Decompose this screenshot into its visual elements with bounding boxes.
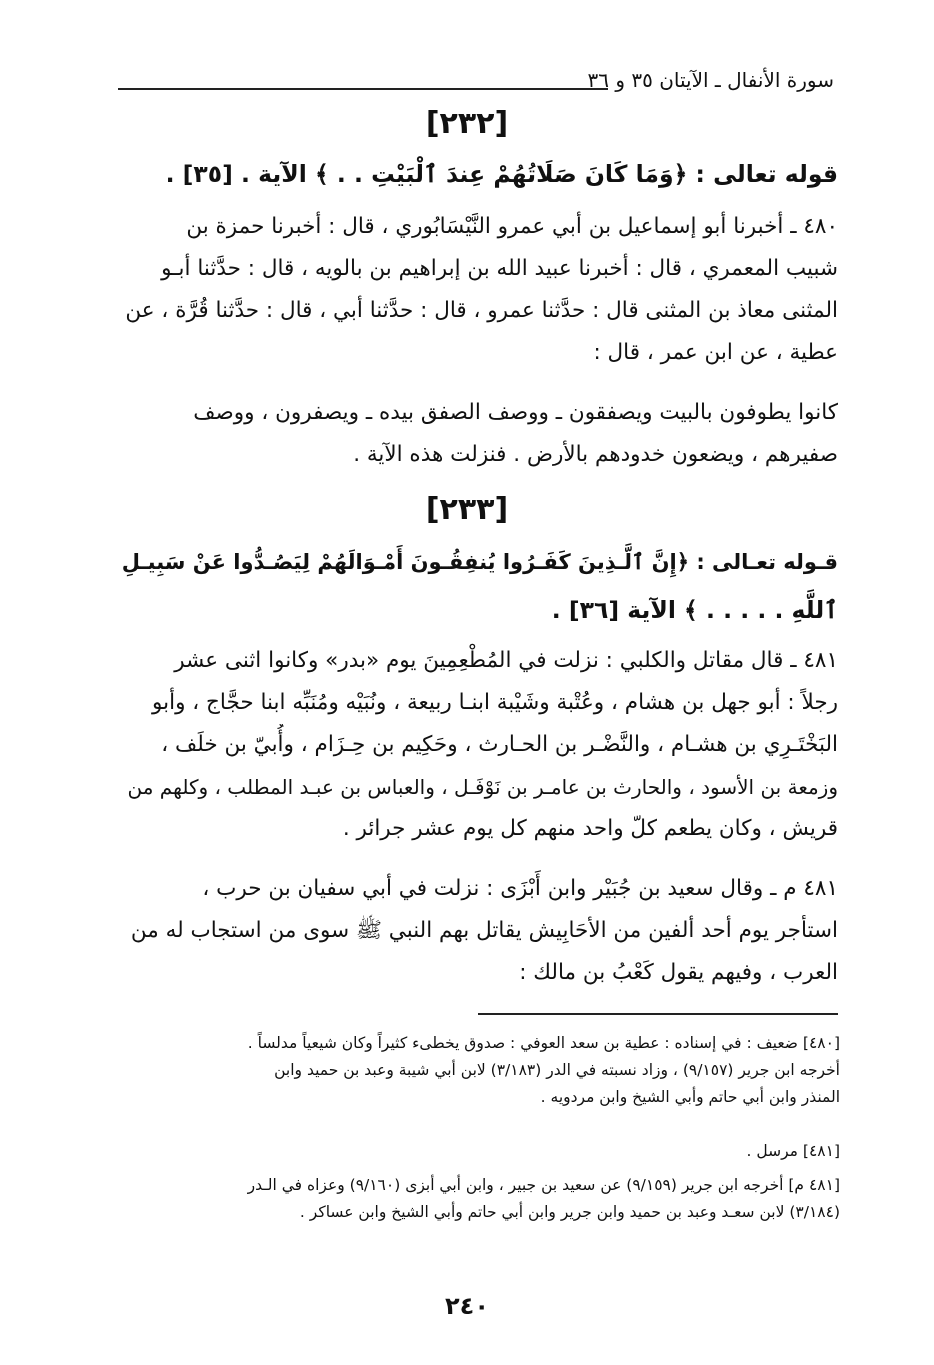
- footnote-line: المنذر وابن أبي حاتم وأبي الشيخ وابن مردويه .: [540, 1088, 840, 1106]
- footnote-line: أخرجه ابن جرير (٩/١٥٧) ، وزاد نسبته في الدر (٣/١٨٣) لابن أبي شيبة وعبد بن حميد وابن: [274, 1061, 840, 1079]
- narration-line: ٤٨١ م ـ وقال سعيد بن جُبَيْر وابن أَبْزَى : نزلت في أبي سفيان بن حرب ،: [202, 876, 838, 901]
- narration-481m: [122, 868, 838, 994]
- narration-line: كانوا يطوفون بالبيت ويصفقون ـ ووصف الصفق بيده ـ ويصفرون ، ووصف: [193, 400, 838, 425]
- narration-line: ٤٨١ ـ قال مقاتل والكلبي : نزلت في المُطْعِمِينَ يوم «بدر» وكانوا اثنى عشر: [174, 648, 838, 673]
- narration-481: [122, 640, 838, 850]
- section-heading-233: [٢٣٣]: [425, 492, 509, 527]
- surah-header-title: سورة الأنفال ـ الآيتان ٣٥ و ٣٦: [587, 68, 834, 92]
- verse-quote-35: [122, 150, 838, 198]
- narration-line: العرب ، وفيهم يقول كَعْبُ بن مالك :: [519, 960, 838, 985]
- footnote-line: [٤٨١] مرسل .: [746, 1142, 840, 1160]
- narration-line: عطية ، عن ابن عمر ، قال :: [593, 340, 838, 365]
- verse-quote-36: [122, 538, 838, 634]
- section-heading-232: [٢٣٢]: [425, 106, 509, 141]
- narration-line: استأجر يوم أحد ألفين من الأحَابِيش يقاتل بهم النبي ﷺ سوى من استجاب له من: [130, 918, 838, 943]
- header-rule: [118, 88, 608, 90]
- footnote-rule: [478, 1013, 838, 1015]
- footnote-481: [122, 1138, 840, 1165]
- footnote-line: [٤٨٠] ضعيف : في إسناده : عطية بن سعد العوفي : صدوق يخطىء كثيراً وكان شيعياً مدلساً .: [247, 1034, 840, 1052]
- footnote-line: (٣/١٨٤) لابن سعـد وعبد بن حميد وابن جرير وابن أبي حاتم وأبي الشيخ وابن عساكر .: [299, 1203, 840, 1221]
- verse-line: قوله تعالى : ﴿وَمَا كَانَ صَلَاتُهُمْ عِندَ ٱلْبَيْتِ . . ﴾ الآية . [٣٥] .: [165, 160, 838, 188]
- narration-line: شبيب المعمري ، قال : أخبرنا عبيد الله بن إبراهيم بن بالويه ، قال : حدَّثنا أبـو: [161, 256, 838, 281]
- footnote-480: [122, 1030, 840, 1111]
- footnote-line: [٤٨١ م] أخرجه ابن جرير (٩/١٥٩) عن سعيد بن جبير ، وابن أبي أبزى (٩/١٦٠) وعزاه في الـدر: [247, 1176, 840, 1194]
- narration-480-isnad: [122, 206, 838, 374]
- verse-line: قـوله تعـالى : ﴿إِنَّ ٱلَّـذِينَ كَفَـرُوا يُنفِقُـونَ أَمْـوَالَهُمْ لِيَصُـدُّوا عَنْ سَبِيـلِ: [122, 550, 838, 574]
- narration-line: قريش ، وكان يطعم كلّ واحد منهم كل يوم عشر جرائر .: [342, 816, 838, 841]
- verse-line: ٱللَّهِ . . . . . ﴾ الآية [٣٦] .: [551, 596, 838, 624]
- narration-line: ٤٨٠ ـ أخبرنا أبو إسماعيل بن أبي عمرو النَّيْسَابُوري ، قال : أخبرنا حمزة بن: [186, 214, 838, 239]
- narration-line: المثنى معاذ بن المثنى قال : حدَّثنا عمرو ، قال : حدَّثنا أبي ، قال : حدَّثنا قُرَّة ، عن: [125, 298, 838, 323]
- narration-line: رجلاً : أبو جهل بن هشام ، وعُتْبة وشَيْبة ابنـا ربيعة ، ونُبَيْه ومُنَبِّه ابنا حجَّاج ، وأبو: [152, 690, 838, 715]
- narration-line: البَخْتَـرِي بن هشـام ، والنَّضْـر بن الحـارث ، وحَكِيم بن حِـزَام ، وأُبيّ بن خلَف ،: [161, 732, 838, 757]
- narration-line: وزمعة بن الأسود ، والحارث بن عامـر بن نَوْفَـل ، والعباس بن عبـد المطلب ، وكلهم من: [127, 775, 838, 799]
- narration-480-text: [122, 392, 838, 476]
- page-number: ٢٤٠: [445, 1292, 489, 1320]
- footnote-481m: [122, 1172, 840, 1226]
- running-header: [118, 68, 834, 98]
- narration-line: صفيرهم ، ويضعون خدودهم بالأرض . فنزلت هذه الآية .: [353, 442, 838, 467]
